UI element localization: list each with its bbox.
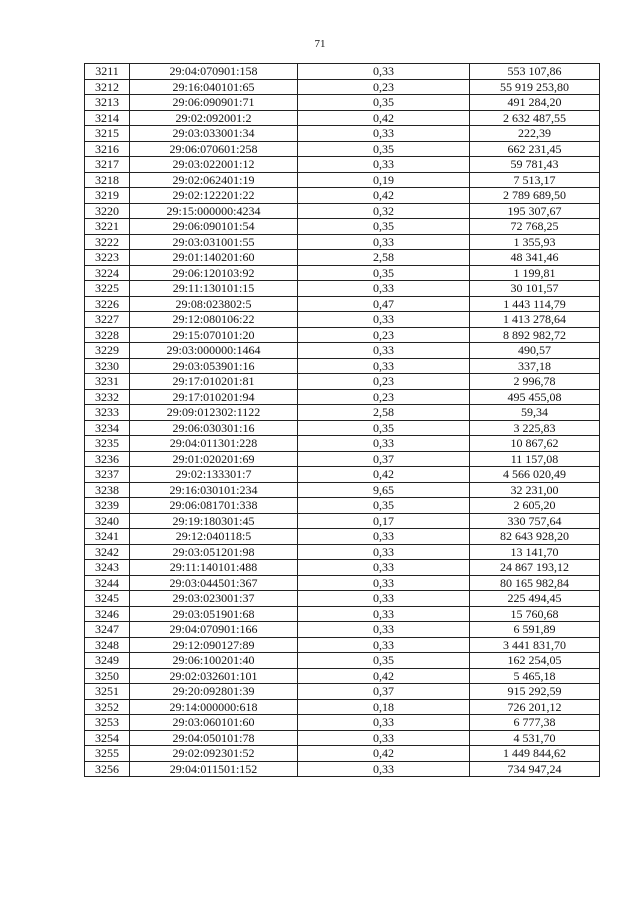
cell-coefficient: 0,33 [298, 529, 470, 545]
table-row [85, 389, 600, 405]
cell-value: 24 867 193,12 [470, 560, 600, 576]
table-row [85, 637, 600, 653]
cell-value: 4 566 020,49 [470, 467, 600, 483]
table-row [85, 730, 600, 746]
cell-coefficient: 0,33 [298, 157, 470, 173]
cell-row-index: 3224 [85, 265, 130, 281]
table-row [85, 141, 600, 157]
cell-row-index: 3244 [85, 575, 130, 591]
cell-row-index: 3214 [85, 110, 130, 126]
cell-value: 2 632 487,55 [470, 110, 600, 126]
cell-cadastral-number: 29:03:031001:55 [130, 234, 298, 250]
cell-value: 32 231,00 [470, 482, 600, 498]
cell-coefficient: 0,42 [298, 110, 470, 126]
cell-row-index: 3241 [85, 529, 130, 545]
cell-coefficient: 0,35 [298, 420, 470, 436]
cell-row-index: 3232 [85, 389, 130, 405]
cell-row-index: 3243 [85, 560, 130, 576]
cell-coefficient: 0,33 [298, 436, 470, 452]
table-row [85, 761, 600, 777]
cell-coefficient: 0,35 [298, 265, 470, 281]
cell-cadastral-number: 29:02:062401:19 [130, 172, 298, 188]
cell-row-index: 3238 [85, 482, 130, 498]
cell-row-index: 3237 [85, 467, 130, 483]
cell-coefficient: 0,33 [298, 622, 470, 638]
cell-coefficient: 9,65 [298, 482, 470, 498]
cell-value: 915 292,59 [470, 684, 600, 700]
cell-coefficient: 0,47 [298, 296, 470, 312]
cell-row-index: 3221 [85, 219, 130, 235]
cell-cadastral-number: 29:16:030101:234 [130, 482, 298, 498]
table-row [85, 436, 600, 452]
cell-cadastral-number: 29:19:180301:45 [130, 513, 298, 529]
cell-coefficient: 0,33 [298, 591, 470, 607]
table-row [85, 684, 600, 700]
cell-cadastral-number: 29:03:033001:34 [130, 126, 298, 142]
cell-coefficient: 0,23 [298, 389, 470, 405]
cell-coefficient: 0,33 [298, 575, 470, 591]
table-row [85, 79, 600, 95]
cell-value: 225 494,45 [470, 591, 600, 607]
table-row [85, 374, 600, 390]
cell-coefficient: 0,33 [298, 126, 470, 142]
cell-coefficient: 0,33 [298, 234, 470, 250]
cell-value: 3 441 831,70 [470, 637, 600, 653]
cell-row-index: 3226 [85, 296, 130, 312]
cell-value: 55 919 253,80 [470, 79, 600, 95]
cell-cadastral-number: 29:04:011301:228 [130, 436, 298, 452]
table-row [85, 529, 600, 545]
table-row [85, 64, 600, 80]
cell-row-index: 3239 [85, 498, 130, 514]
cell-cadastral-number: 29:20:092801:39 [130, 684, 298, 700]
cell-value: 15 760,68 [470, 606, 600, 622]
cell-cadastral-number: 29:03:053901:16 [130, 358, 298, 374]
cell-coefficient: 0,23 [298, 327, 470, 343]
cell-value: 1 355,93 [470, 234, 600, 250]
cell-cadastral-number: 29:06:090101:54 [130, 219, 298, 235]
table-row [85, 172, 600, 188]
table-row [85, 746, 600, 762]
cell-coefficient: 0,19 [298, 172, 470, 188]
table-row [85, 219, 600, 235]
table-row [85, 560, 600, 576]
cell-row-index: 3227 [85, 312, 130, 328]
cell-cadastral-number: 29:09:012302:1122 [130, 405, 298, 421]
cell-row-index: 3225 [85, 281, 130, 297]
table-row [85, 606, 600, 622]
table-row [85, 513, 600, 529]
table-row [85, 203, 600, 219]
cell-value: 5 465,18 [470, 668, 600, 684]
cell-coefficient: 0,33 [298, 761, 470, 777]
cell-value: 337,18 [470, 358, 600, 374]
cell-coefficient: 2,58 [298, 250, 470, 266]
cell-row-index: 3236 [85, 451, 130, 467]
cell-coefficient: 0,23 [298, 79, 470, 95]
table-row [85, 544, 600, 560]
cell-cadastral-number: 29:06:120103:92 [130, 265, 298, 281]
cell-row-index: 3212 [85, 79, 130, 95]
cell-value: 59,34 [470, 405, 600, 421]
table-row [85, 327, 600, 343]
cell-cadastral-number: 29:01:140201:60 [130, 250, 298, 266]
cell-row-index: 3254 [85, 730, 130, 746]
cell-coefficient: 0,33 [298, 64, 470, 80]
cell-cadastral-number: 29:17:010201:81 [130, 374, 298, 390]
cell-cadastral-number: 29:04:070901:158 [130, 64, 298, 80]
cell-cadastral-number: 29:01:020201:69 [130, 451, 298, 467]
cell-cadastral-number: 29:16:040101:65 [130, 79, 298, 95]
cell-value: 6 591,89 [470, 622, 600, 638]
cell-cadastral-number: 29:04:070901:166 [130, 622, 298, 638]
cell-cadastral-number: 29:06:090901:71 [130, 95, 298, 111]
table-row [85, 281, 600, 297]
table-row [85, 250, 600, 266]
cell-value: 195 307,67 [470, 203, 600, 219]
cell-value: 1 199,81 [470, 265, 600, 281]
cell-coefficient: 0,37 [298, 451, 470, 467]
cell-coefficient: 0,42 [298, 746, 470, 762]
cell-value: 1 449 844,62 [470, 746, 600, 762]
cell-row-index: 3220 [85, 203, 130, 219]
cell-coefficient: 0,18 [298, 699, 470, 715]
cell-value: 72 768,25 [470, 219, 600, 235]
cell-row-index: 3256 [85, 761, 130, 777]
cell-value: 734 947,24 [470, 761, 600, 777]
table-row [85, 699, 600, 715]
cell-value: 4 531,70 [470, 730, 600, 746]
cell-row-index: 3246 [85, 606, 130, 622]
cell-cadastral-number: 29:11:130101:15 [130, 281, 298, 297]
table-row [85, 343, 600, 359]
table-row [85, 405, 600, 421]
table-row [85, 234, 600, 250]
cell-row-index: 3255 [85, 746, 130, 762]
cell-value: 662 231,45 [470, 141, 600, 157]
table-row [85, 157, 600, 173]
cell-coefficient: 0,33 [298, 606, 470, 622]
cell-coefficient: 0,33 [298, 544, 470, 560]
cell-value: 30 101,57 [470, 281, 600, 297]
cell-coefficient: 0,33 [298, 715, 470, 731]
cell-value: 2 789 689,50 [470, 188, 600, 204]
cell-row-index: 3211 [85, 64, 130, 80]
cell-cadastral-number: 29:03:060101:60 [130, 715, 298, 731]
table-row [85, 498, 600, 514]
cell-row-index: 3228 [85, 327, 130, 343]
cell-coefficient: 0,42 [298, 668, 470, 684]
table-row [85, 467, 600, 483]
cell-value: 11 157,08 [470, 451, 600, 467]
cell-cadastral-number: 29:08:023802:5 [130, 296, 298, 312]
cell-cadastral-number: 29:02:092001:2 [130, 110, 298, 126]
cell-row-index: 3217 [85, 157, 130, 173]
cell-coefficient: 0,35 [298, 141, 470, 157]
cell-cadastral-number: 29:03:022001:12 [130, 157, 298, 173]
cell-cadastral-number: 29:15:070101:20 [130, 327, 298, 343]
table-row [85, 653, 600, 669]
cell-cadastral-number: 29:12:090127:89 [130, 637, 298, 653]
cell-value: 59 781,43 [470, 157, 600, 173]
cell-coefficient: 0,35 [298, 219, 470, 235]
cell-cadastral-number: 29:11:140101:488 [130, 560, 298, 576]
cell-cadastral-number: 29:06:100201:40 [130, 653, 298, 669]
cell-coefficient: 0,35 [298, 95, 470, 111]
cell-row-index: 3223 [85, 250, 130, 266]
cell-coefficient: 0,33 [298, 358, 470, 374]
cell-cadastral-number: 29:03:051901:68 [130, 606, 298, 622]
cell-cadastral-number: 29:12:080106:22 [130, 312, 298, 328]
cell-value: 3 225,83 [470, 420, 600, 436]
data-table [84, 63, 600, 777]
table-row [85, 110, 600, 126]
cell-value: 495 455,08 [470, 389, 600, 405]
cell-value: 6 777,38 [470, 715, 600, 731]
cell-value: 490,57 [470, 343, 600, 359]
cell-row-index: 3249 [85, 653, 130, 669]
page-number: 71 [314, 38, 326, 50]
cell-cadastral-number: 29:03:051201:98 [130, 544, 298, 560]
cell-row-index: 3229 [85, 343, 130, 359]
cell-row-index: 3250 [85, 668, 130, 684]
cell-coefficient: 0,37 [298, 684, 470, 700]
table-row [85, 591, 600, 607]
cell-value: 8 892 982,72 [470, 327, 600, 343]
cell-coefficient: 0,33 [298, 343, 470, 359]
cell-row-index: 3215 [85, 126, 130, 142]
cell-value: 2 605,20 [470, 498, 600, 514]
cell-cadastral-number: 29:12:040118:5 [130, 529, 298, 545]
cell-coefficient: 0,33 [298, 281, 470, 297]
table-row [85, 715, 600, 731]
table-row [85, 622, 600, 638]
cell-cadastral-number: 29:17:010201:94 [130, 389, 298, 405]
cell-coefficient: 0,33 [298, 312, 470, 328]
cell-value: 48 341,46 [470, 250, 600, 266]
cell-coefficient: 0,42 [298, 188, 470, 204]
cell-cadastral-number: 29:15:000000:4234 [130, 203, 298, 219]
cell-value: 10 867,62 [470, 436, 600, 452]
cell-coefficient: 2,58 [298, 405, 470, 421]
cell-row-index: 3219 [85, 188, 130, 204]
table-row [85, 188, 600, 204]
table-row [85, 296, 600, 312]
table-row [85, 358, 600, 374]
cell-value: 330 757,64 [470, 513, 600, 529]
cell-row-index: 3242 [85, 544, 130, 560]
cell-cadastral-number: 29:14:000000:618 [130, 699, 298, 715]
cell-row-index: 3222 [85, 234, 130, 250]
cell-row-index: 3251 [85, 684, 130, 700]
cell-row-index: 3248 [85, 637, 130, 653]
cell-coefficient: 0,35 [298, 653, 470, 669]
cell-row-index: 3252 [85, 699, 130, 715]
cell-cadastral-number: 29:03:023001:37 [130, 591, 298, 607]
cell-row-index: 3234 [85, 420, 130, 436]
cell-cadastral-number: 29:06:030301:16 [130, 420, 298, 436]
cell-cadastral-number: 29:02:122201:22 [130, 188, 298, 204]
cell-value: 82 643 928,20 [470, 529, 600, 545]
cell-row-index: 3245 [85, 591, 130, 607]
cell-value: 1 413 278,64 [470, 312, 600, 328]
cell-cadastral-number: 29:02:133301:7 [130, 467, 298, 483]
cell-row-index: 3218 [85, 172, 130, 188]
cell-value: 162 254,05 [470, 653, 600, 669]
cell-cadastral-number: 29:02:032601:101 [130, 668, 298, 684]
cell-value: 7 513,17 [470, 172, 600, 188]
cell-row-index: 3235 [85, 436, 130, 452]
cell-coefficient: 0,32 [298, 203, 470, 219]
table-row [85, 95, 600, 111]
cell-value: 553 107,86 [470, 64, 600, 80]
table-row [85, 420, 600, 436]
cell-row-index: 3213 [85, 95, 130, 111]
table-row [85, 482, 600, 498]
cell-coefficient: 0,35 [298, 498, 470, 514]
cell-cadastral-number: 29:04:050101:78 [130, 730, 298, 746]
cell-cadastral-number: 29:03:044501:367 [130, 575, 298, 591]
cell-row-index: 3230 [85, 358, 130, 374]
table-row [85, 575, 600, 591]
cell-value: 726 201,12 [470, 699, 600, 715]
cell-coefficient: 0,33 [298, 560, 470, 576]
cell-cadastral-number: 29:06:070601:258 [130, 141, 298, 157]
cell-cadastral-number: 29:04:011501:152 [130, 761, 298, 777]
cell-value: 80 165 982,84 [470, 575, 600, 591]
cell-value: 222,39 [470, 126, 600, 142]
table-body [85, 64, 600, 777]
table-row [85, 668, 600, 684]
cell-value: 491 284,20 [470, 95, 600, 111]
cell-coefficient: 0,33 [298, 637, 470, 653]
cell-coefficient: 0,23 [298, 374, 470, 390]
cell-cadastral-number: 29:02:092301:52 [130, 746, 298, 762]
table-row [85, 265, 600, 281]
cell-row-index: 3240 [85, 513, 130, 529]
cell-coefficient: 0,33 [298, 730, 470, 746]
cell-value: 1 443 114,79 [470, 296, 600, 312]
cell-row-index: 3247 [85, 622, 130, 638]
cell-coefficient: 0,17 [298, 513, 470, 529]
cell-row-index: 3233 [85, 405, 130, 421]
cell-row-index: 3231 [85, 374, 130, 390]
cell-row-index: 3216 [85, 141, 130, 157]
cell-row-index: 3253 [85, 715, 130, 731]
table-row [85, 451, 600, 467]
cell-value: 2 996,78 [470, 374, 600, 390]
cell-cadastral-number: 29:03:000000:1464 [130, 343, 298, 359]
cell-cadastral-number: 29:06:081701:338 [130, 498, 298, 514]
cell-value: 13 141,70 [470, 544, 600, 560]
table-row [85, 312, 600, 328]
cell-coefficient: 0,42 [298, 467, 470, 483]
table-row [85, 126, 600, 142]
